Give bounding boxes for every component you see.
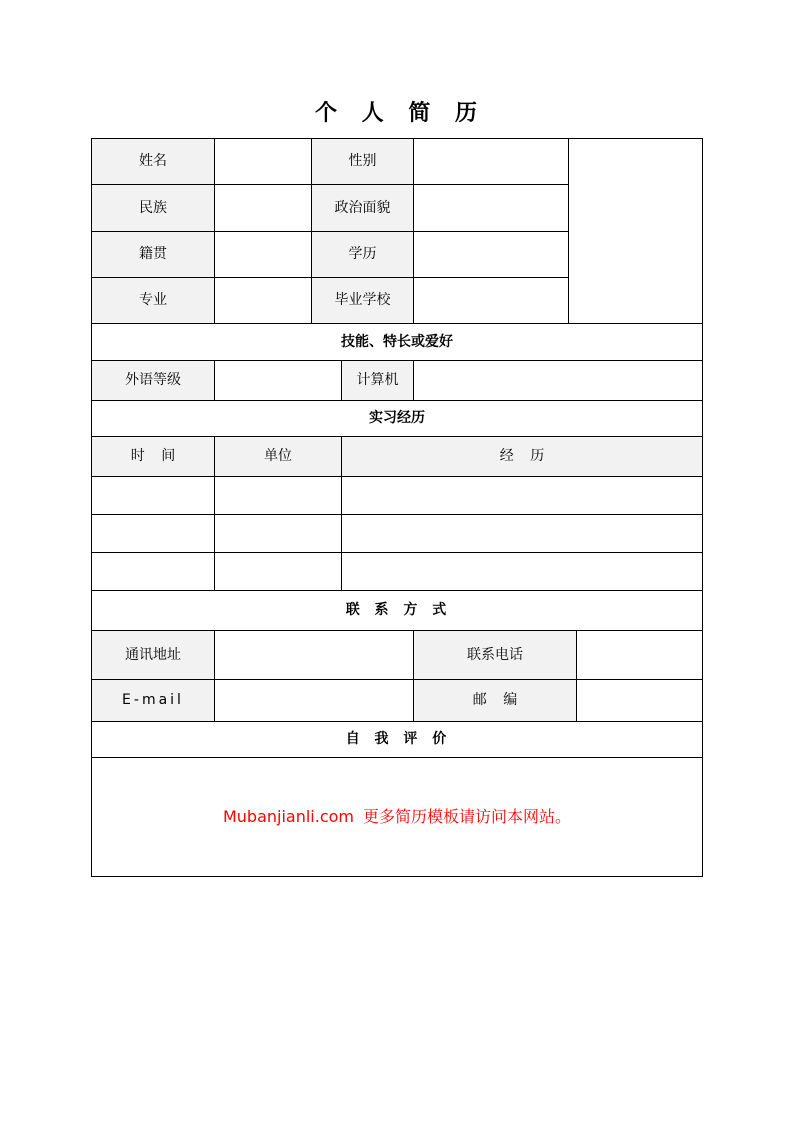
internship-col-time: 时 间 bbox=[92, 437, 215, 477]
contact-header: 联 系 方 式 bbox=[92, 591, 703, 631]
computer-value-cell[interactable] bbox=[414, 361, 703, 401]
ethnicity-value-cell[interactable] bbox=[215, 185, 312, 232]
internship-experience-cell[interactable] bbox=[342, 515, 703, 553]
internship-columns-row bbox=[92, 437, 703, 477]
watermark-site-link[interactable]: Mubanjianli.com bbox=[222, 807, 354, 827]
name-label: 姓名 bbox=[92, 139, 215, 185]
postal-code-value-cell[interactable] bbox=[577, 680, 703, 722]
postal-code-label: 邮 编 bbox=[414, 680, 577, 722]
internship-row bbox=[92, 553, 703, 591]
watermark-note: 更多简历模板请访问本网站。 bbox=[363, 807, 572, 827]
contact-row-address bbox=[92, 631, 703, 680]
contact-header-row bbox=[92, 591, 703, 631]
resume-content bbox=[91, 0, 702, 877]
gender-value-cell[interactable] bbox=[414, 139, 569, 185]
internship-unit-cell[interactable] bbox=[215, 553, 342, 591]
major-value-cell[interactable] bbox=[215, 278, 312, 324]
native-place-value-cell[interactable] bbox=[215, 232, 312, 278]
evaluation-body-cell[interactable] bbox=[92, 758, 703, 877]
skills-header-row bbox=[92, 324, 703, 361]
internship-time-cell[interactable] bbox=[92, 553, 215, 591]
internship-col-experience: 经 历 bbox=[342, 437, 703, 477]
internship-time-cell[interactable] bbox=[92, 515, 215, 553]
major-label: 专业 bbox=[92, 278, 215, 324]
photo-cell[interactable] bbox=[569, 139, 703, 324]
personal-row-name bbox=[92, 139, 703, 185]
evaluation-header: 自 我 评 价 bbox=[92, 722, 703, 758]
email-value-cell[interactable] bbox=[215, 680, 414, 722]
internship-header: 实习经历 bbox=[92, 401, 703, 437]
education-label: 学历 bbox=[312, 232, 414, 278]
political-status-value-cell[interactable] bbox=[414, 185, 569, 232]
resume-table bbox=[91, 138, 703, 877]
evaluation-header-row bbox=[92, 722, 703, 758]
internship-time-cell[interactable] bbox=[92, 477, 215, 515]
political-status-label: 政治面貌 bbox=[312, 185, 414, 232]
skills-row bbox=[92, 361, 703, 401]
phone-label: 联系电话 bbox=[414, 631, 577, 680]
native-place-label: 籍贯 bbox=[92, 232, 215, 278]
education-value-cell[interactable] bbox=[414, 232, 569, 278]
language-level-value-cell[interactable] bbox=[215, 361, 342, 401]
internship-row bbox=[92, 477, 703, 515]
watermark-text bbox=[92, 807, 702, 826]
language-level-label: 外语等级 bbox=[92, 361, 215, 401]
email-label: E-mail bbox=[92, 680, 215, 722]
gender-label: 性别 bbox=[312, 139, 414, 185]
school-value-cell[interactable] bbox=[414, 278, 569, 324]
internship-row bbox=[92, 515, 703, 553]
internship-header-row bbox=[92, 401, 703, 437]
page-title: 个 人 简 历 bbox=[315, 101, 478, 126]
address-label: 通讯地址 bbox=[92, 631, 215, 680]
internship-col-unit: 单位 bbox=[215, 437, 342, 477]
internship-experience-cell[interactable] bbox=[342, 477, 703, 515]
internship-unit-cell[interactable] bbox=[215, 477, 342, 515]
evaluation-body-row bbox=[92, 758, 703, 877]
ethnicity-label: 民族 bbox=[92, 185, 215, 232]
internship-experience-cell[interactable] bbox=[342, 553, 703, 591]
contact-row-email bbox=[92, 680, 703, 722]
name-value-cell[interactable] bbox=[215, 139, 312, 185]
address-value-cell[interactable] bbox=[215, 631, 414, 680]
school-label: 毕业学校 bbox=[312, 278, 414, 324]
computer-label: 计算机 bbox=[342, 361, 414, 401]
internship-unit-cell[interactable] bbox=[215, 515, 342, 553]
phone-value-cell[interactable] bbox=[577, 631, 703, 680]
skills-header: 技能、特长或爱好 bbox=[92, 324, 703, 361]
